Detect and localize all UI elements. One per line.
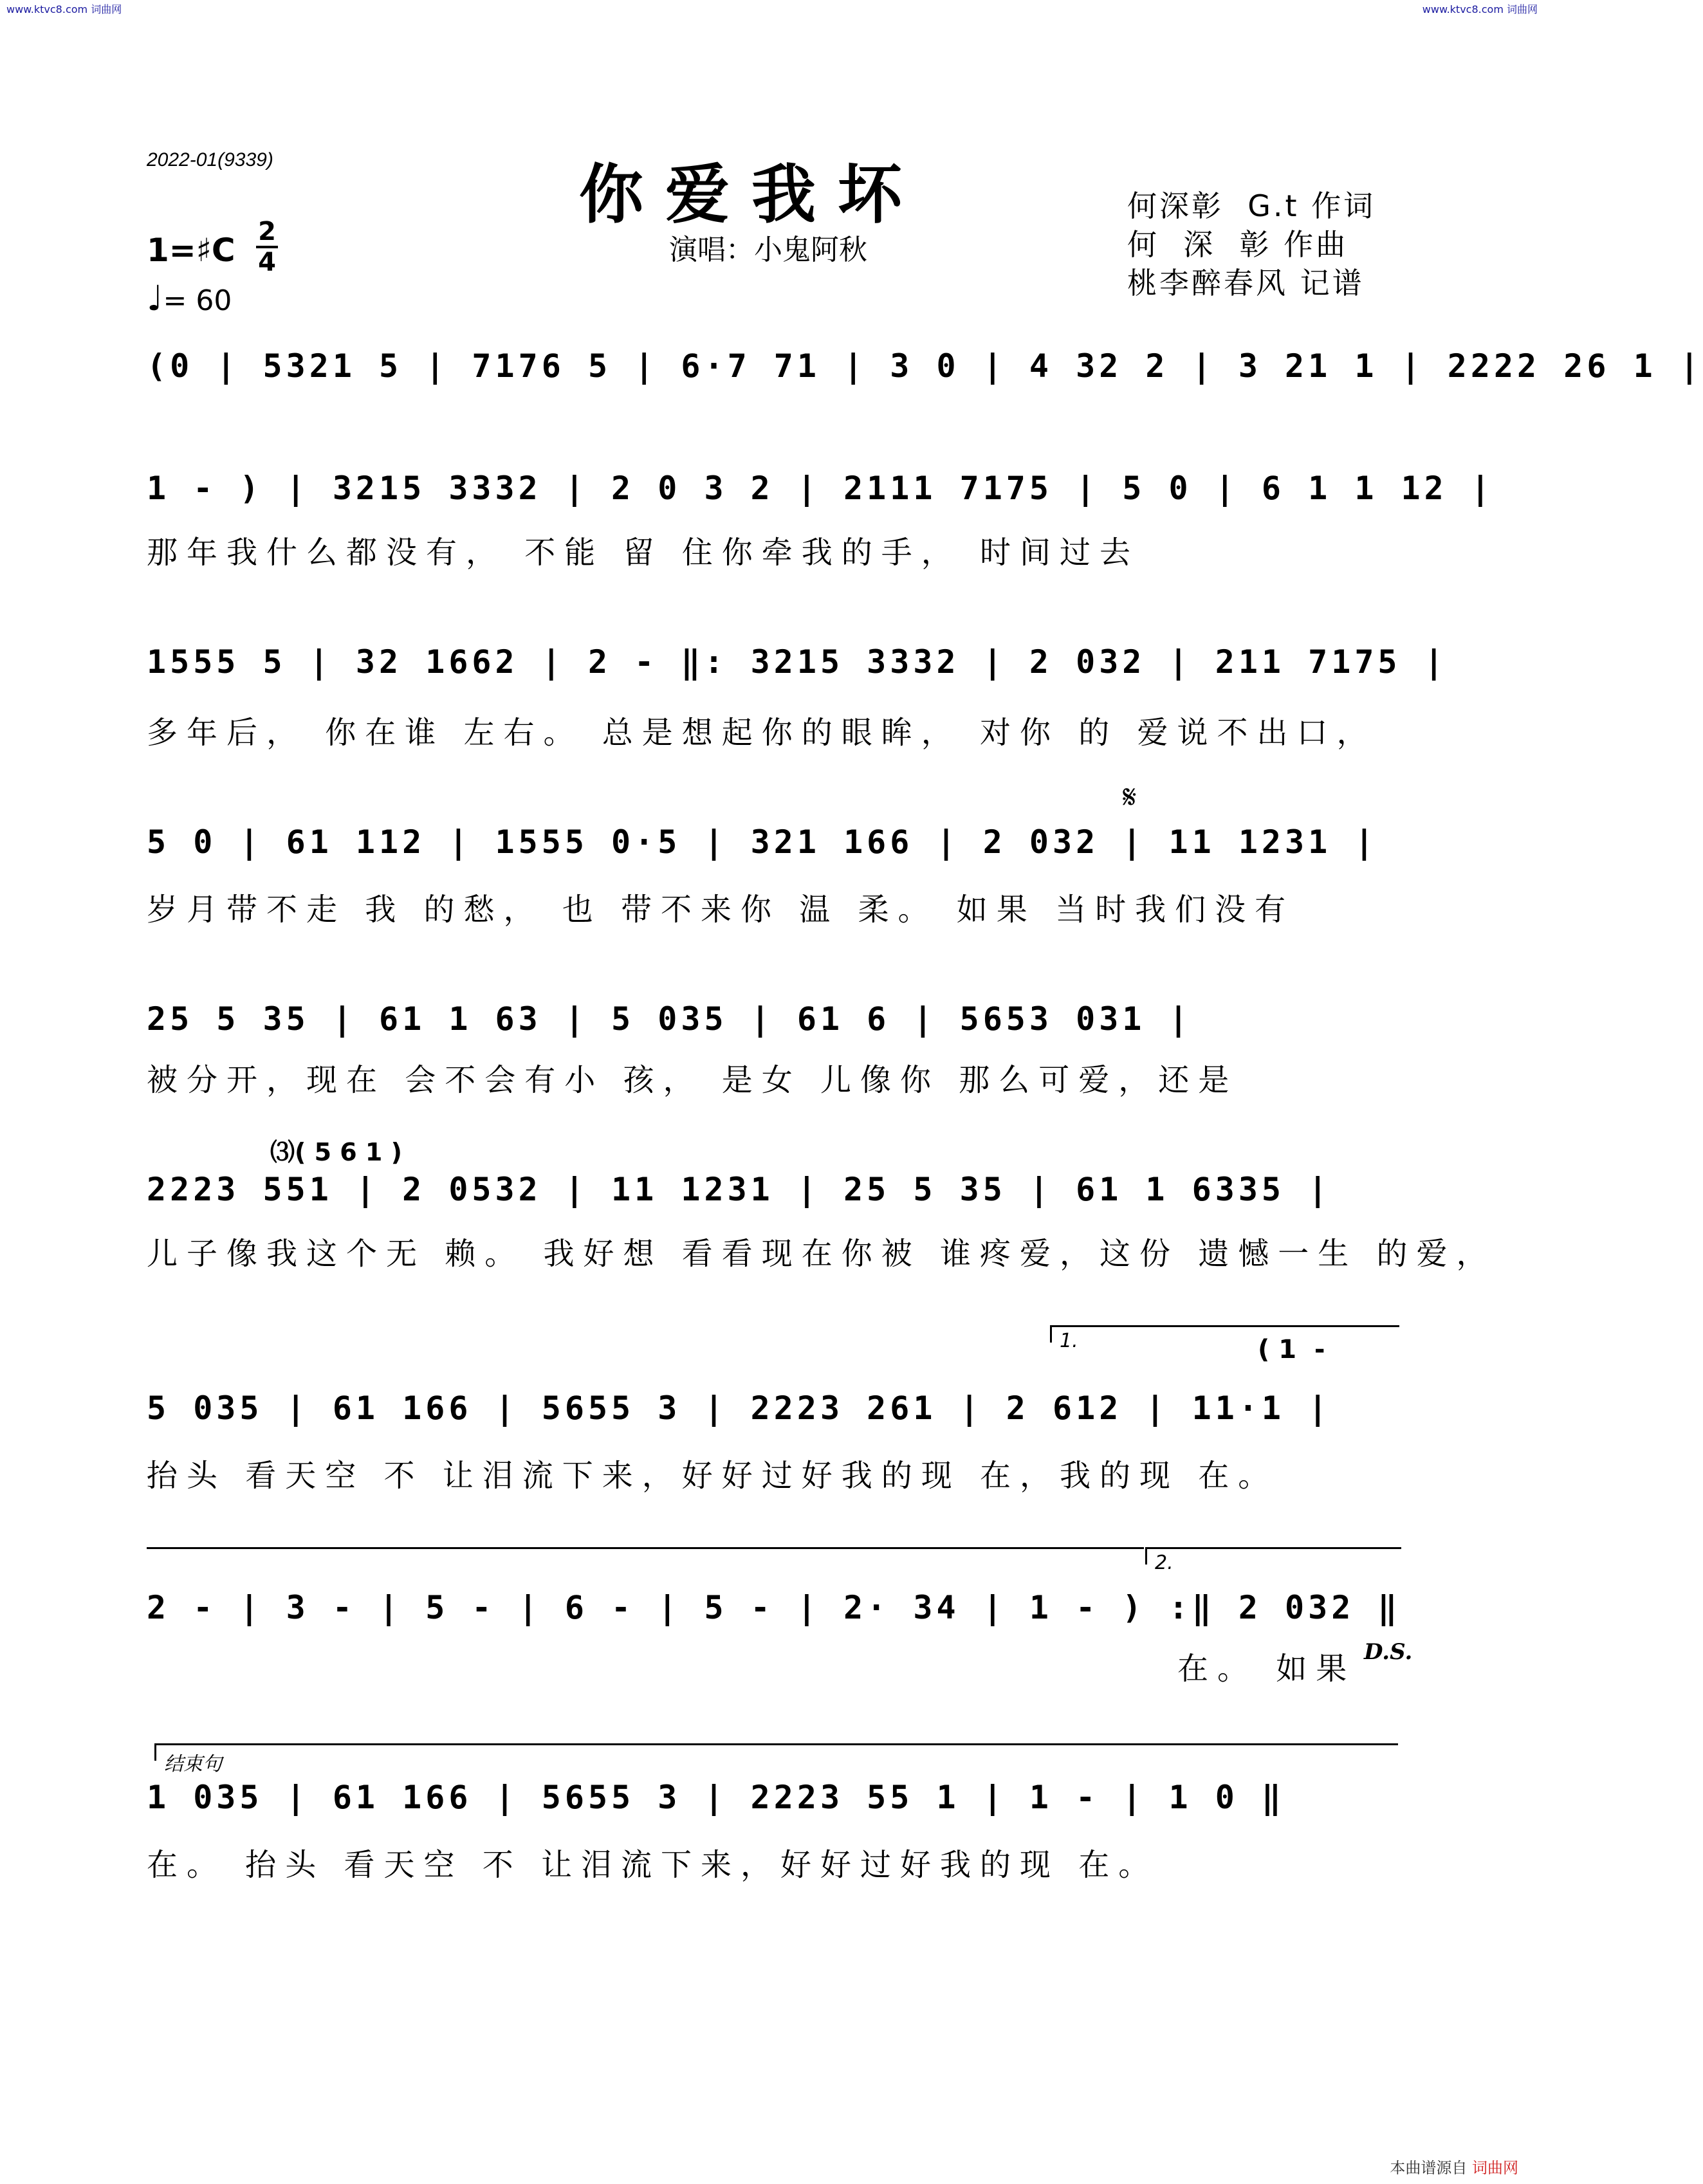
- lyrics-row-5: 被分开，现在 会不会有小 孩， 是女 儿像你 那么可爱，还是: [147, 1062, 1238, 1098]
- tempo: [147, 278, 232, 318]
- lyricist: 何深彰 G.t 作词: [1127, 188, 1376, 223]
- lyrics-row-4: 岁月带不走 我 的愁， 也 带不来你 温 柔。 如果 当时我们没有: [147, 892, 1295, 928]
- volta-1-continued: [147, 1547, 1144, 1565]
- composer: 何 深 彰 作曲: [1127, 227, 1349, 262]
- score-row-4: 5 0 | 61 112 | 1555 0·5 | 321 166 | 2 032 | 11 1231 |: [147, 823, 1378, 861]
- segno-icon: 𝄋: [1123, 778, 1137, 816]
- score-row-8: 2 - | 3 - | 5 - | 6 - | 5 - | 2· 34 | 1 - ) :‖ 2 032 ‖: [147, 1589, 1401, 1626]
- song-title: 你爱我坏: [579, 156, 924, 232]
- time-signature: [256, 219, 278, 275]
- score-row-5: 25 5 35 | 61 1 63 | 5 035 | 61 6 | 5653 031 |: [147, 1000, 1192, 1038]
- volta-1-label: 1.: [1060, 1330, 1078, 1352]
- da-segno-mark: D.S.: [1364, 1639, 1413, 1665]
- credits: [1127, 187, 1376, 302]
- coda-label: 结束句: [164, 1753, 222, 1776]
- site-url-left[interactable]: www.ktvc8.com 词曲网: [6, 3, 122, 15]
- time-bottom: 4: [258, 248, 276, 277]
- score-code: 2022-01(9339): [147, 149, 273, 170]
- lyrics-row-8: 在。 如果: [1177, 1651, 1356, 1687]
- lyrics-row-7: 抬头 看天空 不 让泪流下来，好好过好我的现 在，我的现 在。: [147, 1458, 1278, 1494]
- time-top: 2: [258, 217, 276, 246]
- lyrics-row-6: 儿子像我这个无 赖。 我好想 看看现在你被 谁疼爱，这份 遗憾一生 的爱，: [147, 1236, 1496, 1272]
- score-row-6: 2223 551 | 2 0532 | 11 1231 | 25 5 35 | 61 1 6335 |: [147, 1171, 1332, 1208]
- volta-2: [1145, 1547, 1401, 1574]
- watermark-brand[interactable]: 词曲网: [1472, 2159, 1518, 2177]
- score-row-9: 1 035 | 61 166 | 5655 3 | 2223 55 1 | 1 - | 1 0 ‖: [147, 1779, 1285, 1816]
- score-row-1: (0 | 5321 5 | 7176 5 | 6·7 71 | 3 0 | 4 32 2 | 3 21 1 | 2222 26 1 |: [147, 347, 1703, 385]
- watermark: [1390, 2155, 1518, 2178]
- volta-1-notes: ( 1 -: [1258, 1335, 1325, 1364]
- volta-1: [1050, 1325, 1399, 1352]
- score-row-3: 1555 5 | 32 1662 | 2 - ‖: 3215 3332 | 2 032 | 211 7175 |: [147, 643, 1448, 681]
- score-row-2: 1 - ) | 3215 3332 | 2 0 3 2 | 2111 7175 | 5 0 | 6 1 1 12 |: [147, 470, 1494, 507]
- lyrics-row-9: 在。 抬头 看天空 不 让泪流下来，好好过好我的现 在。: [147, 1847, 1159, 1883]
- volta-2-label: 2.: [1155, 1552, 1174, 1574]
- site-url-right[interactable]: www.ktvc8.com 词曲网: [1422, 3, 1538, 15]
- quarter-note-icon: ♩: [147, 278, 163, 318]
- key-signature: 1=♯C: [147, 232, 235, 269]
- coda-bracket: [154, 1743, 1398, 1776]
- tempo-value: = 60: [163, 284, 232, 317]
- ossia-notes: ⑶( 5 6 1 ): [270, 1138, 402, 1166]
- score-row-7: 5 035 | 61 166 | 5655 3 | 2223 261 | 2 612 | 11·1 |: [147, 1390, 1332, 1427]
- lyrics-row-2: 那年我什么都没有， 不能 留 住你牵我的手， 时间过去: [147, 535, 1140, 571]
- singer: 演唱：小鬼阿秋: [669, 234, 867, 266]
- watermark-text: 本曲谱源自: [1390, 2159, 1468, 2177]
- lyrics-row-3: 多年后， 你在谁 左右。 总是想起你的眼眸， 对你 的 爱说不出口，: [147, 715, 1377, 751]
- transcriber: 桃李醉春风 记谱: [1127, 266, 1365, 300]
